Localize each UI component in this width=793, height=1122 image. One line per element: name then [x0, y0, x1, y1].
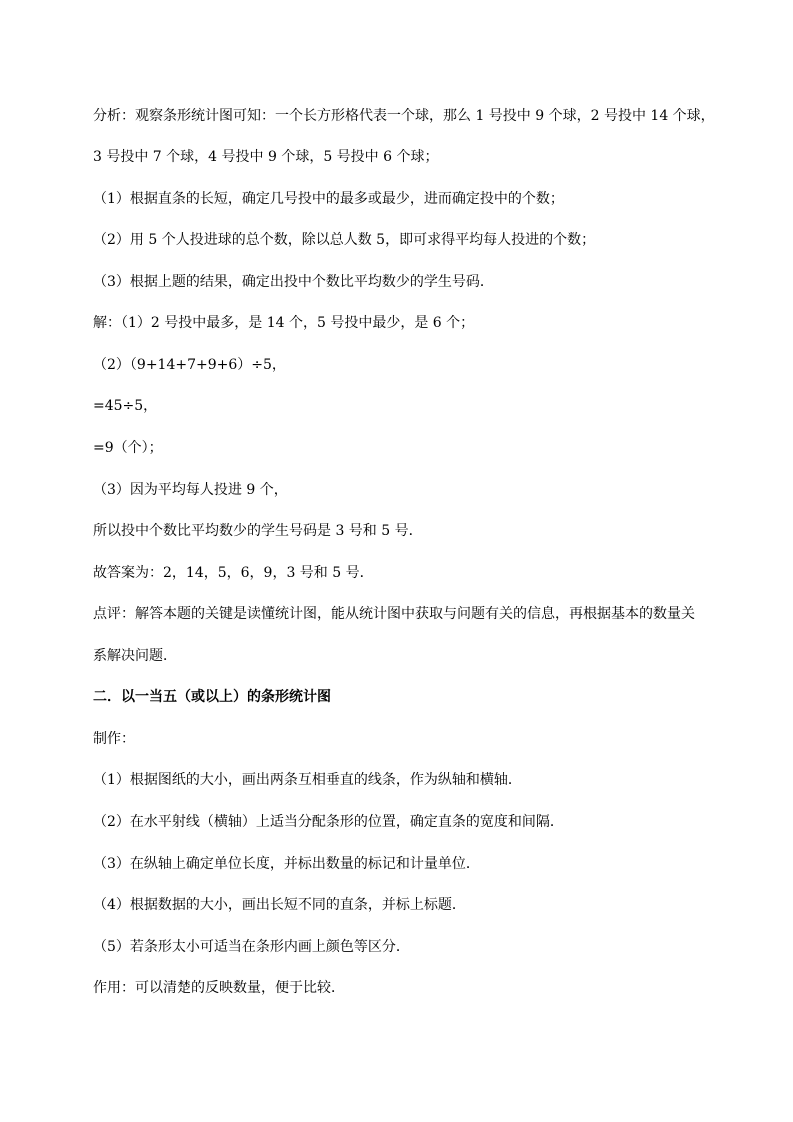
analysis-step-3: （3）根据上题的结果，确定出投中个数比平均数少的学生号码．: [93, 274, 494, 290]
analysis-step-2: （2）用 5 个人投进球的总个数，除以总人数 5，即可求得平均每人投进的个数；: [93, 232, 596, 248]
solution-calc-2: =9（个）；: [93, 440, 163, 456]
function-line: 作用：可以清楚的反映数量，便于比较．: [93, 980, 345, 996]
production-step-5: （5）若条形太小可适当在条形内画上颜色等区分．: [93, 939, 410, 955]
section-heading: 二．以一当五（或以上）的条形统计图: [93, 689, 331, 705]
production-label: 制作：: [93, 731, 135, 747]
production-step-2: （2）在水平射线（横轴）上适当分配条形的位置，确定直条的宽度和间隔．: [93, 814, 564, 830]
analysis-line-2: 3 号投中 7 个球，4 号投中 9 个球，5 号投中 6 个球；: [93, 149, 439, 165]
solution-step-3: （3）因为平均每人投进 9 个，: [93, 482, 288, 498]
answer-line: 故答案为：2，14，5，6，9，3 号和 5 号．: [93, 565, 374, 581]
production-step-4: （4）根据数据的大小，画出长短不同的直条，并标上标题．: [93, 897, 466, 913]
analysis-line-1: 分析：观察条形统计图可知：一个长方形格代表一个球，那么 1 号投中 9 个球，2 号投中 14 个球，: [93, 108, 715, 124]
production-step-3: （3）在纵轴上确定单位长度，并标出数量的标记和计量单位．: [93, 856, 480, 872]
analysis-step-1: （1）根据直条的长短，确定几号投中的最多或最少，进而确定投中的个数；: [93, 191, 564, 207]
comment-line-1: 点评：解答本题的关键是读懂统计图，能从统计图中获取与问题有关的信息，再根据基本的数量关: [93, 606, 695, 622]
solution-step-2: （2）（9+14+7+9+6）÷5，: [93, 357, 286, 373]
solution-calc-1: =45÷5，: [93, 398, 158, 414]
comment-line-2: 系解决问题．: [93, 648, 177, 664]
solution-step-1: 解：（1）2 号投中最多，是 14 个，5 号投中最少，是 6 个；: [93, 315, 475, 331]
production-step-1: （1）根据图纸的大小，画出两条互相垂直的线条，作为纵轴和横轴．: [93, 772, 522, 788]
solution-conclusion: 所以投中个数比平均数少的学生号码是 3 号和 5 号．: [93, 523, 423, 539]
